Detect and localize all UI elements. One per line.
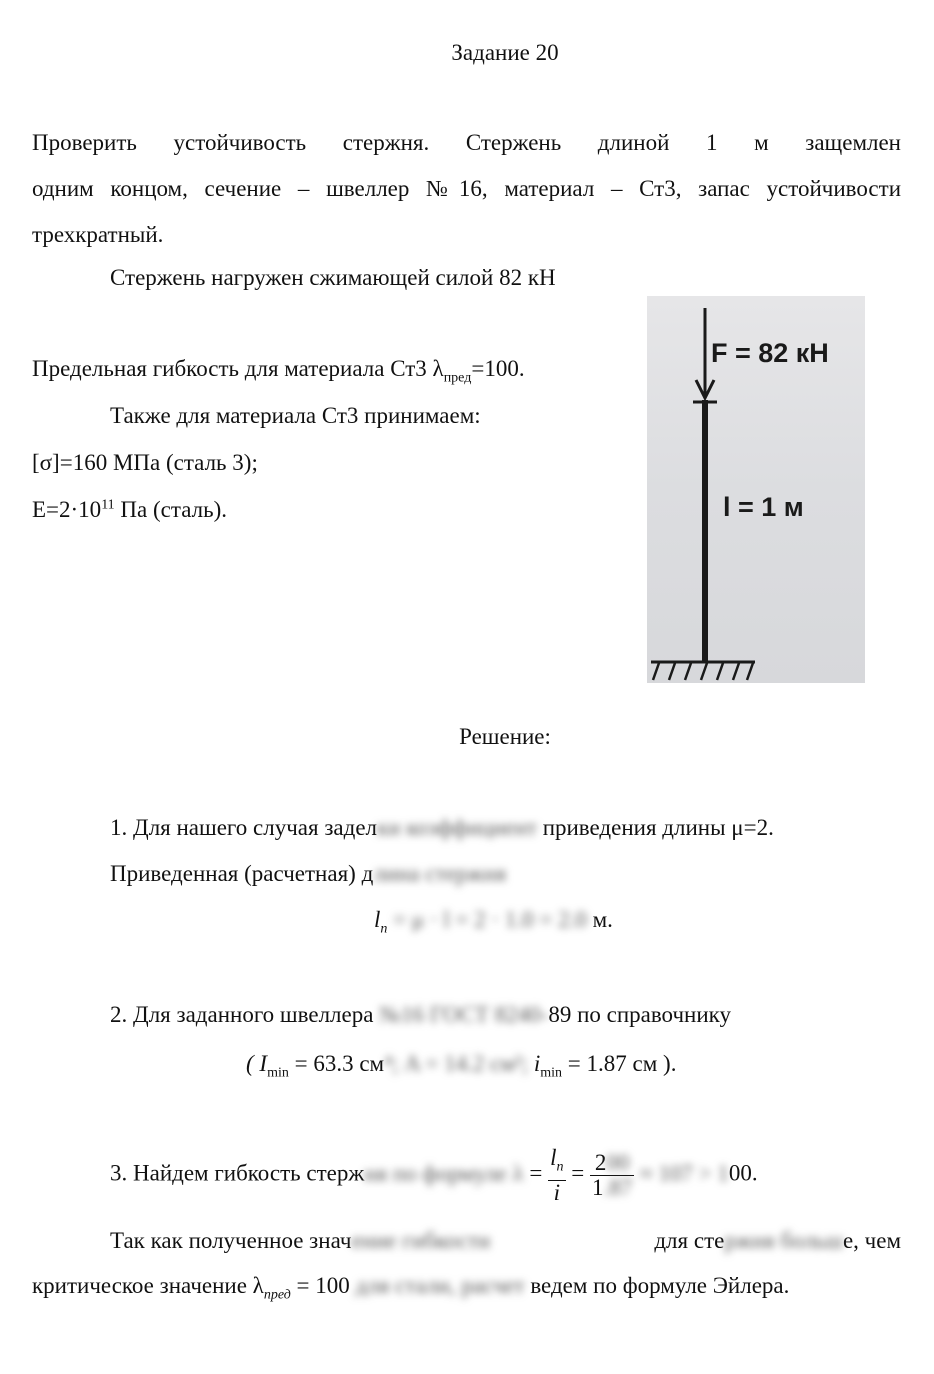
i-value: = 1.87 см ). [562,1051,677,1076]
formula-l-sub: п [380,921,388,937]
conclusion-b1: критическое значение λ [32,1273,264,1298]
conclusion-sub: пред [263,1287,291,1303]
problem-line-3: трехкратный. [32,222,164,247]
step2-text-a: 2. Для заданного швеллера [110,1002,374,1027]
limit-sub: пред [443,370,472,386]
modulus-text [32,497,227,523]
imin-label: ( I [246,1051,268,1076]
column-diagram [647,296,865,683]
conclusion-a3: е, чем [842,1228,901,1253]
i-sub: min [540,1065,563,1081]
step1-blurred-a: ки коэффициент [377,815,537,840]
limit-prefix: Предельная гибкость для материала Ст3 λ [32,356,444,381]
imin-sub: min [267,1065,289,1081]
modulus-exp: 11 [101,497,115,513]
step3-eq2: = [565,1160,590,1186]
step2-blurred: №16 ГОСТ 8240- [373,1002,549,1027]
step3-line [110,1146,758,1205]
length-label: l = 1 м [723,492,804,522]
step3-tail: 00. [728,1160,758,1186]
step2-blurred-mid: ⁴; A = 14.2 см²; [384,1051,529,1076]
step1-line-b [110,861,506,887]
step1-text-b: Приведенная (расчетная) д [110,861,374,886]
solution-title: Решение: [459,724,551,749]
limit-slenderness [32,356,525,387]
conclusion-a2: для сте [654,1228,725,1253]
step1-text-a: 1. Для нашего случая задел [110,815,378,840]
also-text: Также для материала Ст3 принимаем: [110,403,481,428]
conclusion-line-1 [110,1228,901,1254]
problem-line-2: одним концом, сечение – швеллер №16, материал – Ст3, запас устойчивости [32,176,901,201]
modulus-suffix: Па (сталь). [114,497,227,522]
frac-num-sub: п [556,1159,564,1175]
step3-blurred: ня по формуле λ [364,1160,524,1186]
frac2-den-blur: .87 [603,1174,633,1200]
step1-blurred-b: лина стержня [373,861,507,886]
frac2-num-blur: 00 [606,1149,630,1175]
step3-text-a: 3. Найдем гибкость стерж [110,1160,365,1186]
step2-text-end: 89 по справочнику [548,1002,731,1027]
fraction-ln-i [548,1146,565,1205]
step3-tail-blur: ≈ 107 > 1 [634,1160,729,1186]
formula-unit: м. [586,907,613,932]
imin-value: = 63.3 см [288,1051,385,1076]
sigma-text: [σ]=160 МПа (сталь 3); [32,450,258,475]
task-title: Задание 20 [451,40,559,65]
fraction-values [590,1151,634,1200]
step2-formula [246,1051,676,1082]
frac-num: l [550,1145,557,1170]
step2-line [110,1002,731,1028]
modulus-prefix: Е=2·10 [32,497,102,522]
conclusion-b2: = 100 [290,1273,356,1298]
step1-formula [374,907,613,938]
conclusion-blur1: ение гибкости [351,1228,491,1253]
load-text: Стержень нагружен сжимающей силой 82 кН [110,265,556,290]
step1-line [110,815,774,841]
conclusion-blur2: ржня больш [724,1228,843,1253]
frac2-num: 2 [594,1149,607,1175]
force-label: F = 82 кН [711,338,829,368]
limit-suffix: =100. [471,356,525,381]
conclusion-line-2 [32,1273,789,1304]
frac2-den: 1 [591,1174,604,1200]
step3-eq: = [523,1160,549,1186]
column-figure [647,296,865,683]
formula-blurred: = μ · l = 2 · 1.0 = 2.0 [393,907,587,932]
column-rod [702,400,708,662]
conclusion-blur3: для стали, расчет [355,1273,525,1298]
conclusion-b3: ведем по формуле Эйлера. [524,1273,790,1298]
formula-l: l [374,907,381,932]
conclusion-a1: Так как полученное знач [110,1228,352,1253]
hatching-icon [653,663,753,680]
frac-den: i [553,1179,560,1205]
problem-line-1: Проверить устойчивость стержня. Стержень длиной 1 м защемлен [32,130,901,155]
step1-text-end: приведения длины μ=2. [536,815,774,840]
i-label: i [528,1051,541,1076]
